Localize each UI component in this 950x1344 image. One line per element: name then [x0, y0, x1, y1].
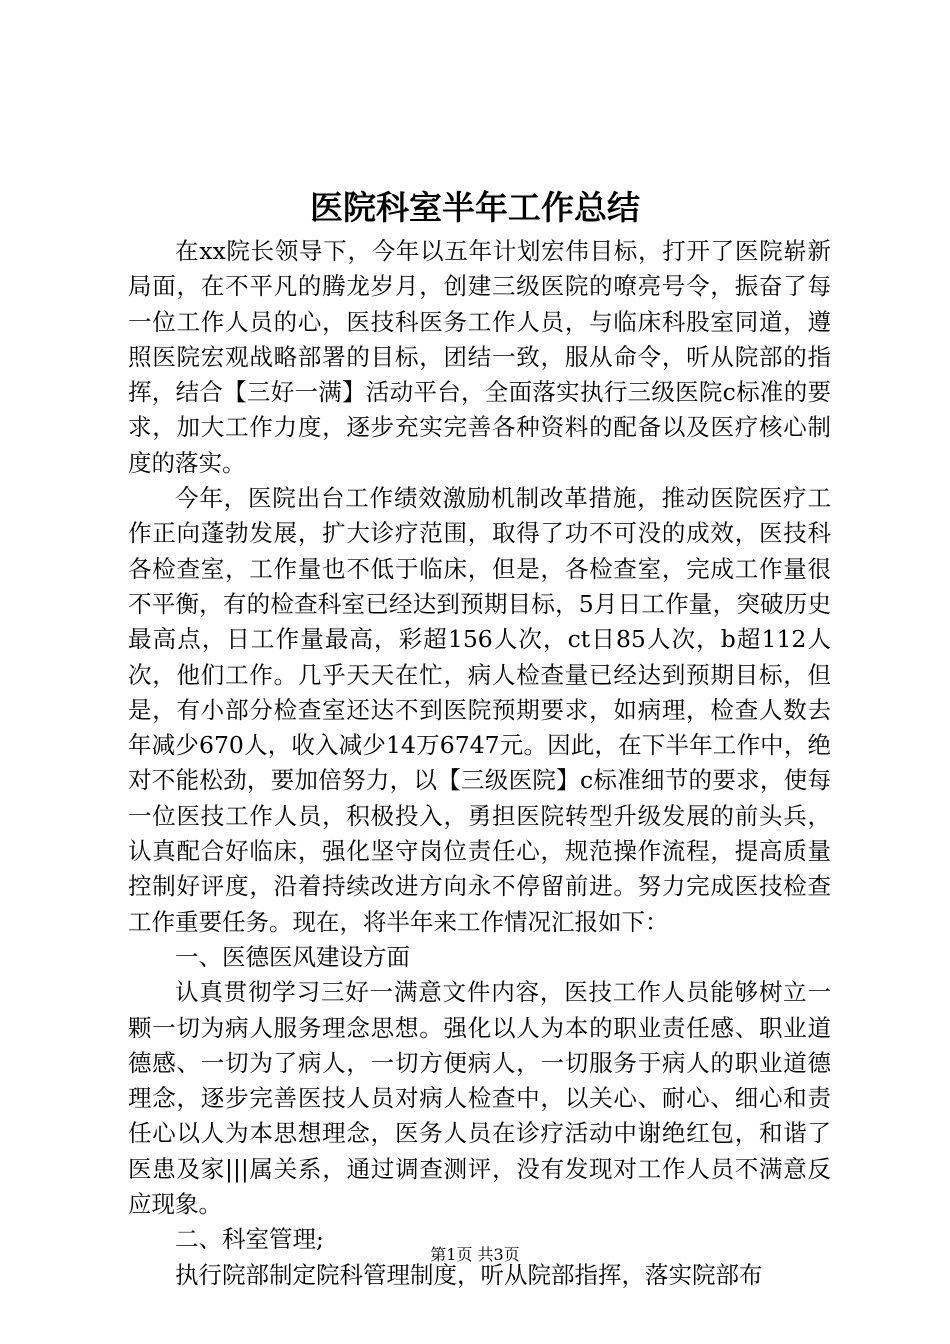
document-title: 医院科室半年工作总结 [310, 188, 640, 227]
section-heading-ethics: 一、医德医风建设方面 [175, 942, 410, 971]
section-heading-management: 二、科室管理; [175, 1225, 324, 1254]
page-number-footer: 第1页 共3页 [430, 1245, 520, 1264]
document-body [128, 234, 831, 1293]
intro-paragraph: 在xx院长领导下，今年以五年计划宏伟目标，打开了医院崭新局面，在不平凡的腾龙岁月，创建三级医院的嘹亮号令，振奋了每一位工作人员的心，医技科医务工作人员，与临床科股室同道，遵照医院宏观战略部署的目标，团结一致，服从命令，听从院部的指挥，结合【三好一满】活动平台，全面落实执行三级医院c标准的要求，加大工作力度，逐步充实完善各种资料的配备以及医疗核心制度的落实。 [128, 237, 831, 477]
section-paragraph-ethics: 认真贯彻学习三好一满意文件内容，医技工作人员能够树立一颗一切为病人服务理念思想。强化以人为本的职业责任感、职业道德感、一切为了病人，一切方便病人，一切服务于病人的职业道德理念，逐步完善医技人员对病人检查中，以关心、耐心、细心和责任心以人为本思想理念，医务人员在诊疗活动中谢绝红包，和谐了医患及家|||属关系，通过调查测评，没有发现对工作人员不满意反应现象。 [128, 978, 831, 1219]
overview-paragraph: 今年，医院出台工作绩效激励机制改革措施，推动医院医疗工作正向蓬勃发展，扩大诊疗范围，取得了功不可没的成效，医技科各检查室，工作量也不低于临床，但是，各检查室，完成工作量很不平衡，有的检查科室已经达到预期目标，5月日工作量，突破历史最高点，日工作量最高，彩超156人次，ct日85人次，b超112人次，他们工作。几乎天天在忙，病人检查量已经达到预期目标，但是，有小部分检查室还达不到医院预期要求，如病理，检查人数去年减少670人，收入减少14万6747元。因此，在下半年工作中，绝对不能松劲，要加倍努力，以【三级医院】c标准细节的要求，使每一位医技工作人员，积极投入，勇担医院转型升级发展的前头兵，认真配合好临床，强化坚守岗位责任心，规范操作流程，提高质量控制好评度，沿着持续改进方向永不停留前进。努力完成医技检查工作重要任务。现在，将半年来工作情况汇报如下： [128, 484, 831, 936]
section-paragraph-management: 执行院部制定院科管理制度，听从院部指挥，落实院部布 [175, 1260, 763, 1289]
